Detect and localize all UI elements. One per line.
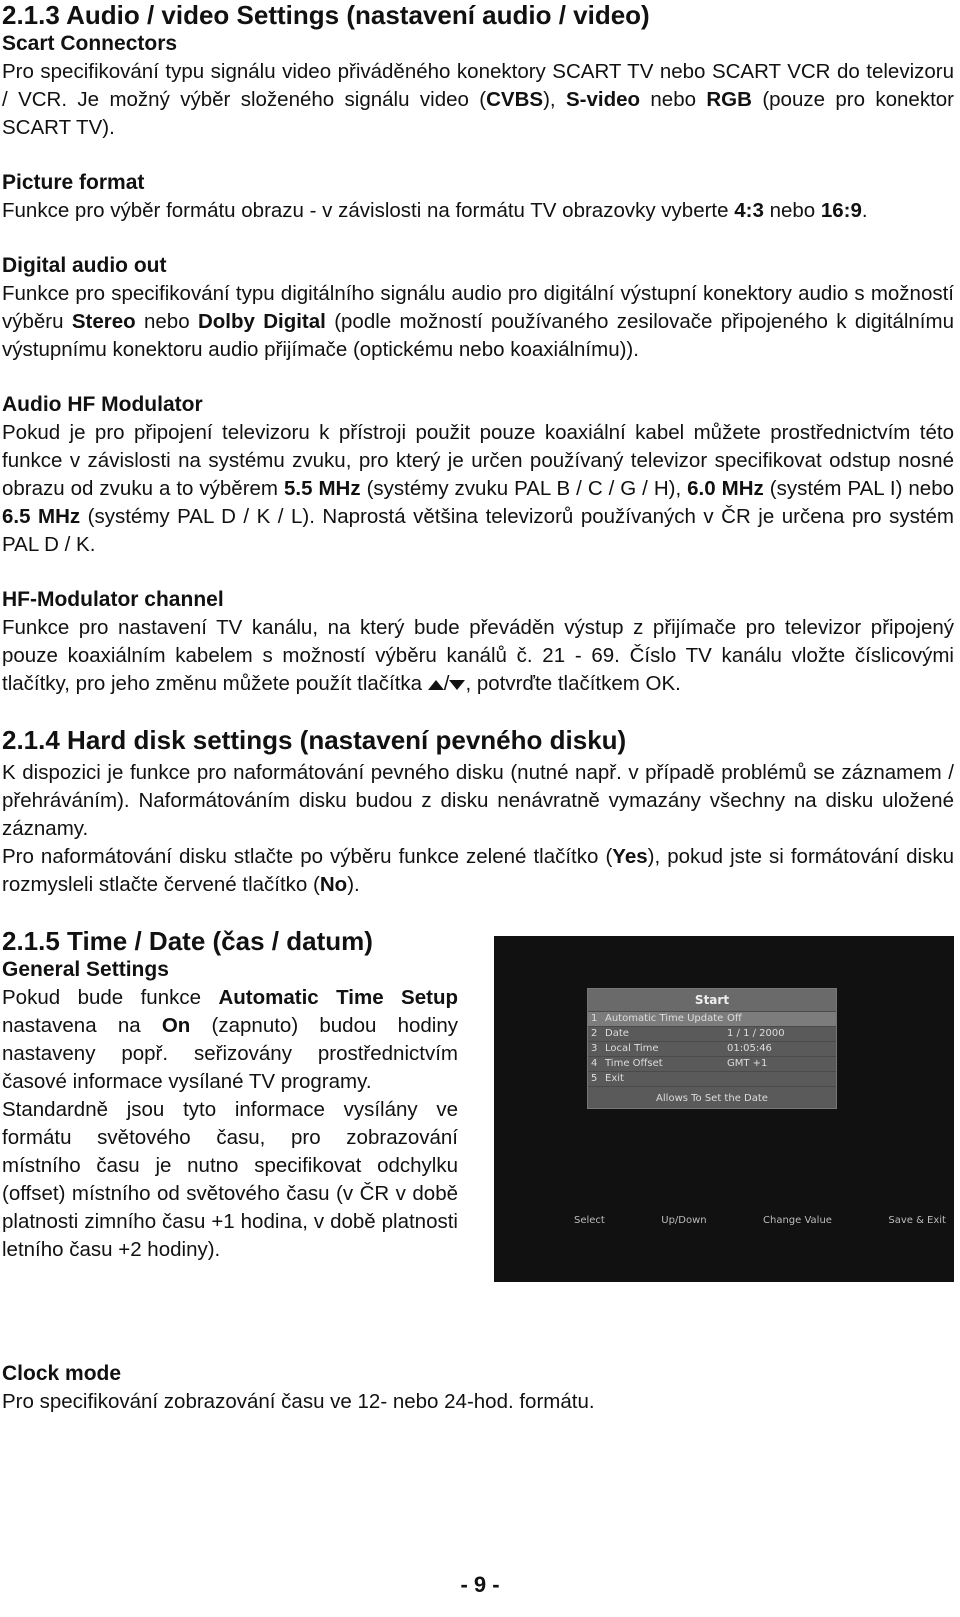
digital-audio-heading: Digital audio out bbox=[2, 254, 167, 277]
audio-hf-modulator-heading: Audio HF Modulator bbox=[2, 393, 203, 416]
section-2-1-3-title: 2.1.3 Audio / video Settings (nastavení audio / video) bbox=[2, 0, 650, 30]
digital-audio-paragraph: Funkce pro specifikování typu digitálního signálu audio pro digitální výstupní konektory audio s možností výběru Stereo nebo Dolby Digital (podle možností používaného zesilovače připojeného k digitálnímu výstupnímu konektoru audio přijímače (optickému nebo koaxiálnímu)). bbox=[2, 282, 954, 361]
time-settings-menu bbox=[587, 988, 837, 1109]
change-value-hint: Change Value bbox=[763, 1215, 832, 1226]
page-number: - 9 - bbox=[460, 1572, 500, 1597]
arrow-up-icon bbox=[428, 680, 444, 690]
updown-hint: Up/Down bbox=[661, 1215, 707, 1226]
picture-format-heading: Picture format bbox=[2, 171, 145, 194]
arrow-down-icon bbox=[449, 680, 465, 690]
general-settings-column bbox=[2, 956, 458, 1264]
menu-row: 5 Exit bbox=[588, 1071, 836, 1086]
section-2-1-4-title: 2.1.4 Hard disk settings (nastavení pevného disku) bbox=[2, 725, 627, 755]
menu-title: Start bbox=[588, 989, 836, 1011]
audio-hf-modulator-paragraph: Pokud je pro připojení televizoru k přístroji použit pouze koaxiální kabel můžete prostřednictvím této funkce v závislosti na systému zvuku, pro který je určen používaný televizor specifikovat odstup nosné obrazu od zvuku a to výběrem 5.5 MHz (systémy zvuku PAL B / C / G / H), 6.0 MHz (systém PAL I) nebo 6.5 MHz (systémy PAL D / K / L). Naprostá většina televizorů používaných v ČR je určena pro systém PAL D / K. bbox=[2, 421, 954, 556]
hf-modulator-channel-heading: HF-Modulator channel bbox=[2, 588, 224, 611]
tv-menu-screenshot bbox=[494, 936, 954, 1282]
menu-row: 1 Automatic Time Update Off bbox=[588, 1011, 836, 1026]
menu-row: 3 Local Time 01:05:46 bbox=[588, 1041, 836, 1056]
select-hint: Select bbox=[574, 1215, 605, 1226]
menu-footer-hint: Allows To Set the Date bbox=[588, 1086, 836, 1108]
scart-heading: Scart Connectors bbox=[2, 32, 178, 55]
clock-mode-heading: Clock mode bbox=[2, 1362, 122, 1385]
document-page bbox=[2, 0, 954, 1416]
general-settings-paragraph-1: Pokud bude funkce Automatic Time Setup nastavena na On (zapnuto) budou hodiny nastaveny popř. seřizovány prostřednictvím časové informace vysílané TV programy. bbox=[2, 986, 459, 1093]
menu-row: 4 Time Offset GMT +1 bbox=[588, 1056, 836, 1071]
section-2-1-5-title: 2.1.5 Time / Date (čas / datum) bbox=[2, 926, 373, 956]
save-exit-hint: Save & Exit bbox=[888, 1215, 946, 1226]
time-date-section bbox=[2, 956, 954, 1356]
clock-mode-paragraph: Pro specifikování zobrazování času ve 12- nebo 24-hod. formátu. bbox=[2, 1390, 595, 1413]
hard-disk-paragraph-1: K dispozici je funkce pro naformátování pevného disku (nutné např. v případě problémů se záznamem / přehráváním). Naformátováním disku budou z disku nenávratně vymazány všechny na disku uložené záznamy. bbox=[2, 761, 954, 840]
hf-modulator-channel-paragraph: Funkce pro nastavení TV kanálu, na který bude převáděn výstup z přijímače pro televizor připojený pouze koaxiálním kabelem s možností výběru kanálů č. 21 - 69. Číslo TV kanálu vložte číslicovými tlačítky, pro jeho změnu můžete použít tlačítka / , potvrďte tlačítkem OK. bbox=[2, 616, 954, 695]
general-settings-paragraph-2: Standardně jsou tyto informace vysílány ve formátu světového času, pro zobrazování místního času je nutno specifikovat odchylku (offset) místního od světového času (v ČR v době platnosti zimního času +1 hodina, v době platnosti letního času +2 hodiny). bbox=[2, 1098, 458, 1261]
picture-format-paragraph: Funkce pro výběr formátu obrazu - v závislosti na formátu TV obrazovky vyberte 4:3 nebo 16:9. bbox=[2, 199, 868, 222]
menu-row: 2 Date 1 / 1 / 2000 bbox=[588, 1026, 836, 1041]
menu-button-bar bbox=[574, 1215, 946, 1235]
scart-paragraph: Pro specifikování typu signálu video přiváděného konektory SCART TV nebo SCART VCR do televizoru / VCR. Je možný výběr složeného signálu video (CVBS), S-video nebo RGB (pouze pro konektor SCART TV). bbox=[2, 60, 954, 139]
hard-disk-paragraph-2: Pro naformátování disku stlačte po výběru funkce zelené tlačítko (Yes), pokud jste si formátování disku rozmysleli stlačte červené tlačítko (No). bbox=[2, 845, 954, 896]
general-settings-heading: General Settings bbox=[2, 958, 169, 981]
